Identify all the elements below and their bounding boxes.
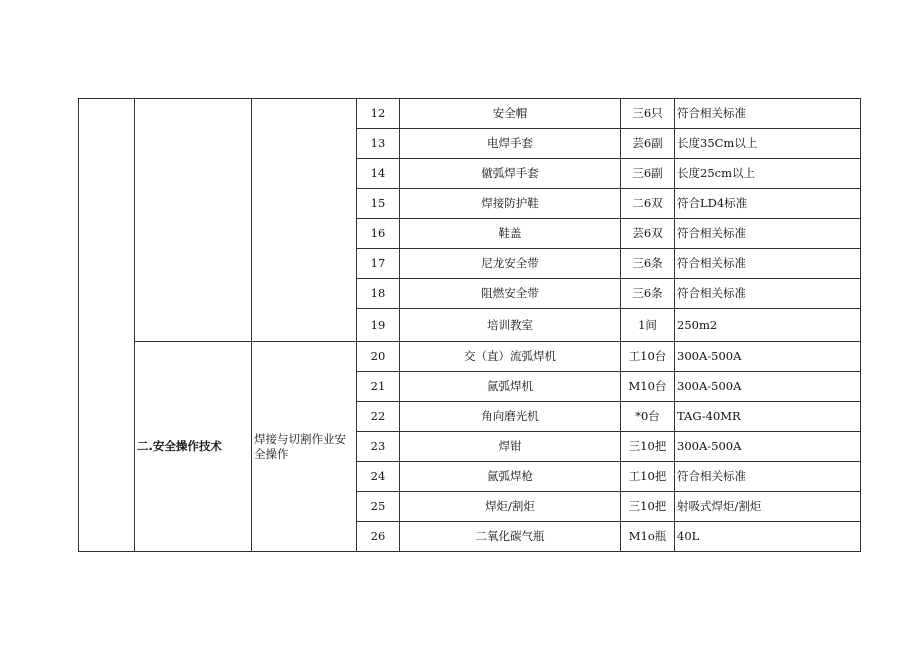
row-number: 20: [357, 342, 400, 372]
item-spec: 符合相关标准: [675, 219, 861, 249]
item-name: 氤弧焊机: [400, 372, 621, 402]
row-number: 12: [357, 99, 400, 129]
outer-index-cell: [79, 99, 135, 552]
item-spec: TAG-40MR: [675, 402, 861, 432]
item-name: 焊钳: [400, 432, 621, 462]
item-name: 交（直）流弧焊机: [400, 342, 621, 372]
table-row: [79, 342, 861, 372]
item-spec: 长度25cm以上: [675, 159, 861, 189]
table-row: [79, 99, 861, 129]
row-number: 18: [357, 279, 400, 309]
item-name: 僦弧焊手套: [400, 159, 621, 189]
item-name: 鞋盖: [400, 219, 621, 249]
category-cell: 二.安全操作技术: [135, 342, 252, 552]
row-number: 16: [357, 219, 400, 249]
row-number: 22: [357, 402, 400, 432]
item-quantity: M1o瓶: [621, 522, 675, 552]
row-number: 26: [357, 522, 400, 552]
row-number: 25: [357, 492, 400, 522]
subcategory-cell: [252, 99, 357, 342]
item-quantity: 芸6双: [621, 219, 675, 249]
row-number: 15: [357, 189, 400, 219]
item-name: 培训教室: [400, 309, 621, 342]
row-number: 24: [357, 462, 400, 492]
item-quantity: 芸6副: [621, 129, 675, 159]
item-quantity: M10台: [621, 372, 675, 402]
item-name: 安全帽: [400, 99, 621, 129]
item-quantity: 工10台: [621, 342, 675, 372]
row-number: 19: [357, 309, 400, 342]
item-spec: 300A-500A: [675, 342, 861, 372]
row-number: 17: [357, 249, 400, 279]
item-spec: 40L: [675, 522, 861, 552]
item-name: 焊炬/割炬: [400, 492, 621, 522]
item-quantity: 工10把: [621, 462, 675, 492]
item-quantity: 三6条: [621, 249, 675, 279]
item-quantity: 三10把: [621, 492, 675, 522]
item-quantity: 三10把: [621, 432, 675, 462]
item-name: 二氧化碳气瓶: [400, 522, 621, 552]
item-spec: 300A-500A: [675, 432, 861, 462]
item-quantity: *0台: [621, 402, 675, 432]
item-quantity: 三6只: [621, 99, 675, 129]
item-spec: 射吸式焊炬/割炬: [675, 492, 861, 522]
row-number: 21: [357, 372, 400, 402]
row-number: 14: [357, 159, 400, 189]
item-spec: 长度35Cm以上: [675, 129, 861, 159]
item-spec: 300A-500A: [675, 372, 861, 402]
item-quantity: 三6条: [621, 279, 675, 309]
row-number: 23: [357, 432, 400, 462]
item-quantity: 1间: [621, 309, 675, 342]
item-name: 阻燃安全带: [400, 279, 621, 309]
item-name: 氤弧焊枪: [400, 462, 621, 492]
item-name: 角向磨光机: [400, 402, 621, 432]
item-spec: 符合相关标准: [675, 99, 861, 129]
item-name: 尼龙安全带: [400, 249, 621, 279]
item-spec: 符合相关标准: [675, 462, 861, 492]
row-number: 13: [357, 129, 400, 159]
item-quantity: 二6双: [621, 189, 675, 219]
equipment-table: [78, 98, 861, 552]
item-spec: 250m2: [675, 309, 861, 342]
item-spec: 符合相关标准: [675, 249, 861, 279]
subcategory-cell: 焊接与切割作业安全操作: [252, 342, 357, 552]
item-spec: 符合LD4标准: [675, 189, 861, 219]
item-quantity: 三6副: [621, 159, 675, 189]
item-name: 电焊手套: [400, 129, 621, 159]
item-spec: 符合相关标准: [675, 279, 861, 309]
item-name: 焊接防护鞋: [400, 189, 621, 219]
category-cell: [135, 99, 252, 342]
